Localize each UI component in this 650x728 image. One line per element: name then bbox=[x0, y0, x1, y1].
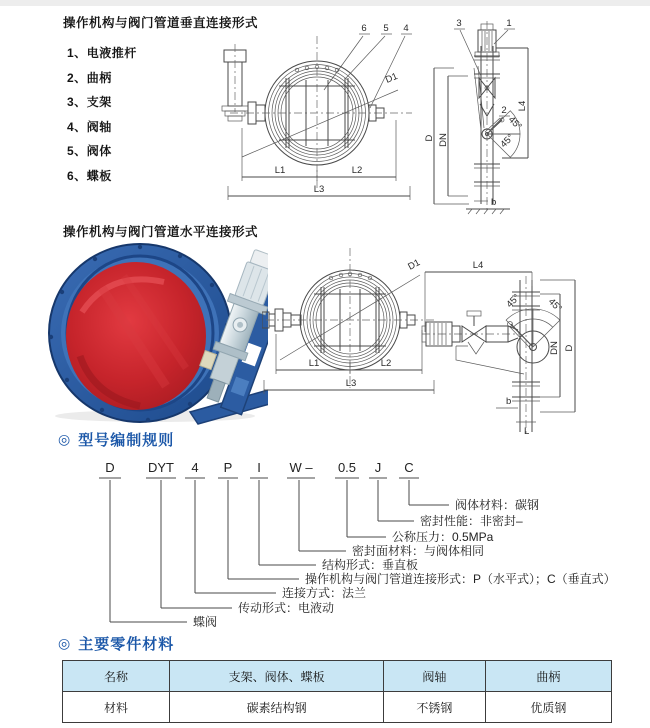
dim-dn: DN bbox=[549, 341, 560, 355]
code-part: P bbox=[223, 460, 233, 475]
parts-list-item bbox=[67, 167, 137, 192]
angle-45-left: 45° bbox=[504, 292, 523, 311]
angle-45-lower: 45° bbox=[498, 132, 517, 151]
code-meaning: 阀体材料：碳钢 bbox=[455, 498, 540, 512]
part-num: 3、 bbox=[67, 95, 87, 109]
code-meaning: 连接方式：法兰 bbox=[282, 586, 367, 600]
part-num: 4、 bbox=[67, 119, 87, 134]
parts-list-item bbox=[67, 142, 137, 167]
part-label: 阀轴 bbox=[86, 119, 112, 134]
part-num: 1、 bbox=[67, 46, 87, 60]
dim-l3: L3 bbox=[345, 378, 357, 389]
dimensions bbox=[228, 71, 410, 200]
parts-list-item bbox=[67, 93, 137, 118]
materials-table bbox=[62, 660, 612, 723]
model-code-row bbox=[99, 460, 419, 478]
dim-l3: L3 bbox=[313, 184, 325, 195]
side-view-drawing-vertical bbox=[424, 16, 542, 218]
left-actuator bbox=[222, 44, 265, 124]
front-view-drawing-horizontal bbox=[262, 242, 437, 400]
dim-l4: L4 bbox=[472, 260, 484, 271]
side-view-drawing-horizontal bbox=[420, 242, 605, 438]
code-meaning: 结构形式：垂直板 bbox=[322, 558, 419, 572]
parts-list-item bbox=[67, 44, 137, 69]
section-bullet-icon: ◎ bbox=[58, 635, 72, 651]
model-rules-heading-text: 型号编制规则 bbox=[78, 432, 175, 449]
callout-4: 4 bbox=[403, 23, 409, 34]
part-label: 支架 bbox=[86, 95, 112, 109]
table-cell: 优质钢 bbox=[485, 692, 611, 723]
materials-table-row bbox=[63, 692, 612, 723]
valve-photo bbox=[40, 240, 268, 425]
dim-l1: L1 bbox=[274, 165, 286, 176]
disc-structure bbox=[230, 36, 412, 190]
code-part: J bbox=[374, 460, 382, 475]
bracket-and-valve bbox=[474, 66, 495, 130]
header-cell: 阀轴 bbox=[384, 661, 486, 692]
code-meaning: 密封面材料：与阀体相同 bbox=[352, 544, 485, 558]
dim-l2: L2 bbox=[351, 165, 363, 176]
part-label: 阀体 bbox=[86, 144, 112, 158]
code-part: C bbox=[404, 460, 414, 475]
parts-list-item bbox=[67, 69, 137, 94]
dimensions bbox=[264, 257, 434, 394]
code-part: DYT bbox=[148, 460, 174, 475]
part-num: 5、 bbox=[67, 144, 87, 158]
code-part: I bbox=[257, 460, 261, 475]
materials-heading bbox=[58, 633, 174, 654]
valve-disc-photo bbox=[66, 262, 206, 410]
vertical-connection-title: 操作机构与阀门管道垂直连接形式 bbox=[63, 16, 259, 30]
part-label: 蝶板 bbox=[86, 168, 112, 183]
dim-b: b bbox=[506, 396, 512, 407]
page-top-strip bbox=[0, 0, 650, 6]
dimensions bbox=[425, 260, 575, 437]
table-cell: 碳素结构钢 bbox=[170, 692, 384, 723]
dimensions bbox=[424, 48, 528, 214]
callout-2: 2 bbox=[501, 105, 507, 116]
code-meaning: 蝶阀 bbox=[193, 615, 218, 629]
dim-d1: D1 bbox=[406, 257, 423, 273]
header-cell: 名称 bbox=[63, 661, 170, 692]
part-num: 6、 bbox=[67, 168, 87, 183]
section-bullet-icon: ◎ bbox=[58, 431, 72, 447]
part-label: 电液推杆 bbox=[86, 46, 137, 60]
angle-45-upper: 45° bbox=[505, 114, 524, 133]
actuator-assembly bbox=[422, 311, 524, 374]
model-rules-heading bbox=[58, 429, 174, 450]
model-code-diagram bbox=[0, 452, 650, 632]
code-part: W – bbox=[289, 460, 313, 475]
dim-d: D bbox=[564, 344, 575, 352]
parts-list bbox=[67, 44, 137, 191]
horizontal-connection-title: 操作机构与阀门管道水平连接形式 bbox=[63, 225, 259, 239]
dim-l: L bbox=[524, 426, 530, 437]
callout-5: 5 bbox=[383, 23, 389, 34]
materials-heading-text: 主要零件材料 bbox=[78, 636, 175, 653]
code-meaning: 操作机构与阀门管道连接形式：P（水平式）；C（垂直式） bbox=[305, 572, 616, 586]
header-cell: 曲柄 bbox=[485, 661, 611, 692]
callout-3: 3 bbox=[456, 18, 462, 29]
callout-1: 1 bbox=[506, 18, 512, 29]
model-code-labels bbox=[193, 497, 616, 629]
angle-45-right: 45° bbox=[545, 296, 564, 315]
dim-l4: L4 bbox=[517, 100, 528, 112]
dim-d: D bbox=[424, 134, 435, 142]
code-part: D bbox=[105, 460, 115, 475]
materials-table-header-row bbox=[63, 661, 612, 692]
header-cell: 支架、阀体、蝶板 bbox=[170, 661, 384, 692]
crank-and-fans bbox=[482, 111, 524, 158]
dim-dn: DN bbox=[438, 133, 449, 147]
part-label: 曲柄 bbox=[86, 70, 112, 85]
dim-l1: L1 bbox=[308, 358, 320, 369]
code-part: 4 bbox=[191, 460, 199, 475]
code-meaning: 公称压力：0.5MPa bbox=[392, 530, 494, 544]
front-view-drawing-vertical bbox=[220, 20, 422, 218]
code-part: 0.5 bbox=[337, 460, 357, 475]
code-meaning: 传动形式：电液动 bbox=[238, 601, 335, 615]
code-meaning: 密封性能：非密封– bbox=[420, 514, 523, 528]
table-cell: 材料 bbox=[63, 692, 170, 723]
parts-list-item bbox=[67, 118, 137, 143]
callout-6: 6 bbox=[361, 23, 367, 34]
dim-d1: D1 bbox=[383, 70, 400, 86]
part-num: 2、 bbox=[67, 70, 87, 85]
dim-b: b bbox=[491, 197, 497, 208]
dim-l2: L2 bbox=[380, 358, 392, 369]
table-cell: 不锈钢 bbox=[384, 692, 486, 723]
